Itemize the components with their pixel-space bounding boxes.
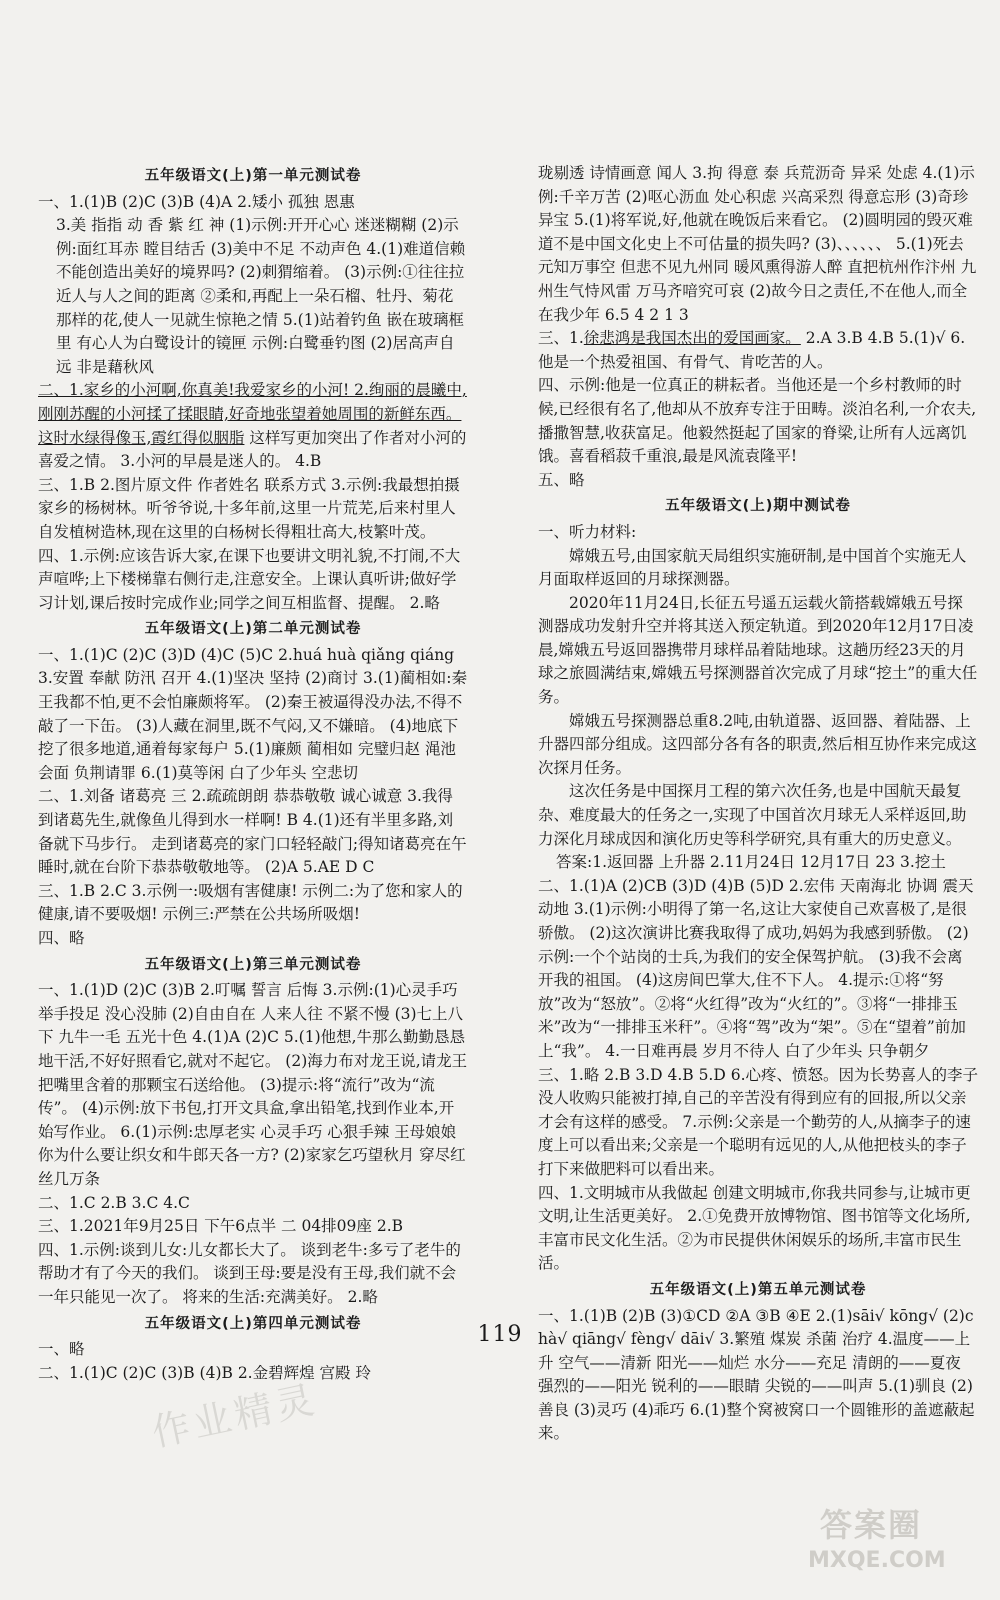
unit1-q1-line2: 3.美 指指 动 香 紫 红 神 (1)示例:开开心心 迷迷糊糊 (2)示例:面红耳赤 瞠目结舌 (3)美中不足 不动声色 4.(1)难道信赖不能创造出美好的境界吗? (2)刺猬缩着。 (3)示例:①往往拉近人与人之间的距离 ②柔和,再配上一朵石榴、牡丹、菊花那样的花,使人一见就生惊艳之情 5.(1)站着钓鱼 嵌在玻璃框里 有心人为白鹭设计的镜匣 示例:白鹭垂钓图 (2)居高声自远 非是藉秋风 [56,216,466,376]
unit4-continued: 珑剔透 诗情画意 闻人 3.拘 得意 泰 兵荒沥奇 异采 处虑 4.(1)示例:千辛万苦 (2)呕心沥血 处心积虑 兴高采烈 得意忘形 (3)奇珍异宝 5.(1)将军说,好,他就在晚饭后来看它。 (2)圆明园的毁灭难道不是中国文化史上不可估量的损失吗? (3)、、、、、、 5.(1)死去元知万事空 但悲不见九州同 暖风熏得游人醉 直把杭州作汴州 九州生气恃风雷 万马齐喑究可哀 (2)故今日之责任,不在他人,而全在我少年 6.5 4 2 1 3 [538,164,977,324]
midterm-passage-p3: 嫦娥五号探测器总重8.2吨,由轨道器、返回器、着陆器、上升器四部分组成。这四部分各有各的职责,然后相互协作来完成这次探月任务。 [538,711,977,777]
section-title-unit2: 五年级语文(上)第二单元测试卷 [144,621,362,638]
unit4-q3-pre: 三、1. [538,329,584,348]
unit3-q4: 四、1.示例:谈到儿女:儿女都长大了。 谈到老牛:多亏了老牛的帮助才有了今天的我们。 谈到王母:要是没有王母,我们就不会一年只能见一次了。 将来的生活:充满美好。 2.略 [38,1240,461,1306]
left-column [38,162,468,1385]
unit1-q1-line1: 一、1.(1)B (2)C (3)B (4)A 2.矮小 孤独 恩惠 [38,192,355,211]
watermark-right-logo: 答案圈 [820,1506,923,1544]
unit4-q1: 一、略 [38,1340,85,1359]
section-title-unit4: 五年级语文(上)第四单元测试卷 [144,1315,362,1332]
watermark-right-url: MXQE.COM [808,1548,946,1573]
unit4-q2: 二、1.(1)C (2)C (3)B (4)B 2.金碧辉煌 宫殿 玲 [38,1363,371,1382]
midterm-q4: 四、1.文明城市从我做起 创建文明城市,你我共同参与,让城市更文明,让生活更美好。 2.①免费开放博物馆、图书馆等文化场所,丰富市民文化生活。②为市民提供休闲娱乐的场所,丰富市民生活。 [538,1183,971,1273]
unit3-q1: 一、1.(1)D (2)C (3)B 2.叮嘱 誓言 后悔 3.示例:(1)心灵手巧 举手投足 没心没肺 (2)自由自在 人来人往 不紧不慢 (3)七上八下 九牛一毛 五光十色 4.(1)A (2)C 5.(1)他想,牛那么勤勤恳恳地干活,不好好照看它,就对不起它。 (2)海力布对龙王说,请龙王把嘴里含着的那颗宝石送给他。 (3)提示:将“流行”改为“流传”。 (4)示例:放下书包,打开文具盒,拿出铅笔,找到作业本,开始写作业。 6.(1)示例:忠厚老实 心灵手巧 心狠手辣 王母娘娘 你为什么要让织女和牛郎天各一方? (2)家家乞巧望秋月 穿尽红丝几万条 [38,981,468,1188]
watermark-left: 作业精灵 [147,1376,322,1455]
unit1-q2-part1: 2.绚丽的晨曦中,刚刚苏醒的小河揉了揉眼睛,好奇地张望着她周围的新鲜东西。 [38,381,467,423]
section-title-unit5: 五年级语文(上)第五单元测试卷 [649,1281,867,1298]
unit4-q3 [538,327,978,374]
midterm-q1-head: 一、听力材料: [538,522,637,541]
midterm-q2: 二、1.(1)A (2)CB (3)D (4)B (5)D 2.宏伟 天南海北 协调 震天动地 3.(1)示例:小明得了第一名,这让大家使自己欢喜极了,是很骄傲。 (2)这次演讲比赛我取得了成功,妈妈为我感到骄傲。 (2)示例:一个个站岗的士兵,为我们的安全保驾护航。 (3)我不会离开我的祖国。 (4)这房间巴掌大,住不下人。 4.提示:①将“努放”改为“怒放”。②将“火红得”改为“火红的”。③将“一排排玉米”改为“一排排玉米秆”。④将“驾”改为“架”。⑤在“望着”前加上“我”。 4.一日难再晨 岁月不待人 白了少年头 只争朝夕 [538,876,974,1060]
section-title-unit3: 五年级语文(上)第三单元测试卷 [144,956,362,973]
unit1-q2-underlined: 二、1.家乡的小河啊,你真美!我爱家乡的小河! [38,381,350,400]
unit5-q1: 一、1.(1)B (2)B (3)①CD ②A ③B ④E 2.(1)sāi√ kōng√ (2)chà√ qiāng√ fèng√ dāi√ 3.繁殖 煤炭 杀菌 治疗 4.温度——上升 空气——清新 阳光——灿烂 水分——充足 清朗的——夏夜 强烈的——阳光 锐利的——眼睛 尖锐的——叫声 5.(1)驯良 (2)善良 (3)灵巧 (4)乖巧 6.(1)整个窝被窝口一个圆锥形的盖遮蔽起来。 [538,1306,975,1443]
unit1-q3: 三、1.B 2.图片原文件 作者姓名 联系方式 3.示例:我最想拍摄家乡的杨树林。听爷爷说,十多年前,这里一片荒芜,后来村里人自发植树造林,现在这里的白杨树长得粗壮高大,枝繁叶茂。 [38,475,460,541]
unit1-q2-part2: 这时水绿得像玉,霞红得似胭脂 [38,428,245,447]
unit1-q2 [38,379,468,473]
section-title-unit1: 五年级语文(上)第一单元测试卷 [144,168,362,184]
unit3-q3: 三、1.2021年9月25日 下午6点半 二 04排09座 2.B [38,1217,404,1236]
unit3-q2: 二、1.C 2.B 3.C 4.C [38,1193,190,1212]
unit4-q3-underlined: 徐悲鸿是我国杰出的爱国画家。 [583,329,801,348]
midterm-answer: 答案:1.返回器 上升器 2.11月24日 12月17日 23 3.挖土 [556,853,946,872]
midterm-q3: 三、1.略 2.B 3.D 4.B 5.D 6.心疼、愤怒。因为长势喜人的李子没人收购只能被打掉,自己的辛苦没有得到应有的回报,所以父亲才会有这样的感受。 7.示例:父亲是一个勤劳的人,从摘李子的速度上可以看出来;父亲是一个聪明有远见的人,从他把枝头的李子打下来做肥料可以看出来。 [538,1065,979,1178]
unit4-q3-post: 2.A 3.B 4.B 5.(1)√ 6.他是一个热爱祖国、有骨气、肯吃苦的人。 [538,329,966,371]
unit1-q4: 四、1.示例:应该告诉大家,在课下也要讲文明礼貌,不打闹,不大声喧哗;上下楼梯靠右侧行走,注意安全。上课认真听讲;做好学习计划,课后按时完成作业;同学之间互相监督、提醒。 2.略 [38,546,461,612]
unit4-q4: 四、示例:他是一位真正的耕耘者。当他还是一个乡村教师的时候,已经很有名了,他却从不放弃专注于田畴。淡泊名利,一介农夫,播撒智慧,收获富足。他毅然挺起了国家的脊梁,让所有人远离饥饿。喜看稻菽千重浪,最是风流袁隆平! [538,376,977,466]
right-column [538,162,978,1446]
midterm-passage-p1: 嫦娥五号,由国家航天局组织实施研制,是中国首个实施无人月面取样返回的月球探测器。 [538,546,967,589]
unit4-q5: 五、略 [538,470,585,489]
unit2-q1: 一、1.(1)C (2)C (3)D (4)C (5)C 2.huá huà qiǎng qiáng 3.安置 奉献 防汛 召开 4.(1)坚决 坚持 (2)商讨 3.(1)蔺相如:秦王我都不怕,更不会怕廉颇将军。 (2)秦王被逼得没办法,不得不敲了一下缶。 (3)人藏在洞里,既不气闷,又不嫌暗。 (4)地底下挖了很多地道,通着每家每户 5.(1)廉颇 蔺相如 完璧归赵 渑池会面 负荆请罪 6.(1)莫等闲 白了少年头 空悲切 [38,645,467,782]
midterm-passage-p2: 2020年11月24日,长征五号遥五运载火箭搭载嫦娥五号探测器成功发射升空并将其送入预定轨道。到2020年12月17日凌晨,嫦娥五号返回器携带月球样品着陆地球。这趟历经23天的月球之旅圆满结束,嫦娥五号探测器首次完成了月球“挖土”的重大任务。 [538,593,978,707]
midterm-passage-p4: 这次任务是中国探月工程的第六次任务,也是中国航天最复杂、难度最大的任务之一,实现了中国首次月球无人采样返回,助力深化月球成因和演化历史等科学研究,具有重大的历史意义。 [538,782,967,848]
unit1-q2-part3: 这样写更加突出了作者对小河的喜爱之情。 3.小河的早晨是迷人的。 4.B [38,428,467,471]
page-number: 119 [477,1322,523,1347]
unit2-q2: 二、1.刘备 诸葛亮 三 2.疏疏朗朗 恭恭敬敬 诚心诚意 3.我得到诸葛先生,就像鱼儿得到水一样啊! B 4.(1)还有半里多路,刘备就下马步行。 走到诸葛亮的家门口轻轻敲门;得知诸葛亮在午睡时,就在台阶下恭恭敬敬地等。 (2)A 5.AE D C [38,787,467,877]
section-title-midterm: 五年级语文(上)期中测试卷 [665,498,851,515]
unit2-q3: 三、1.B 2.C 3.示例一:吸烟有害健康! 示例二:为了您和家人的健康,请不要吸烟! 示例三:严禁在公共场所吸烟! [38,881,463,924]
unit2-q4: 四、略 [38,929,85,947]
